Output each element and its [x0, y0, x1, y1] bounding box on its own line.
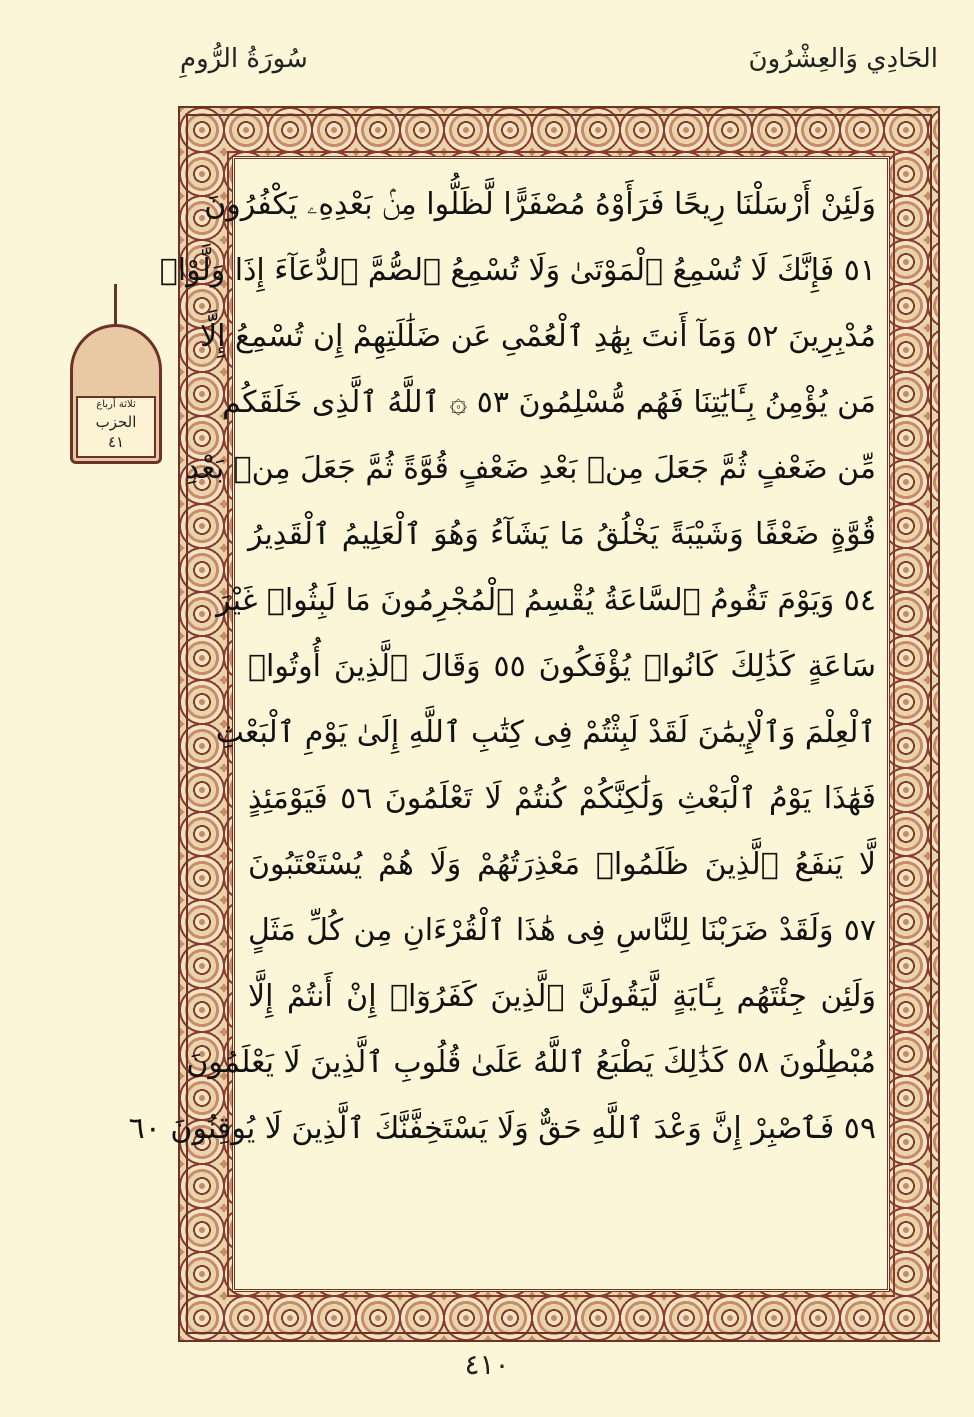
text-line: مُبْطِلُونَ ٥٨ كَذَٰلِكَ يَطْبَعُ ٱللَّهُ عَلَىٰ قُلُوبِ ٱلَّذِينَ لَا يَعْلَمُونَ	[186, 1045, 876, 1080]
text-line: وَلَئِنْ أَرْسَلْنَا رِيحًا فَرَأَوْهُ مُصْفَرًّا لَّظَلُّوا مِنۢ بَعْدِهِۦ يَكْفُرُونَ	[204, 187, 876, 222]
hizb-fraction: ثلاثة أرباع	[96, 399, 136, 410]
text-line: فَهَٰذَا يَوْمُ ٱلْبَعْثِ وَلَٰكِنَّكُمْ كُنتُمْ لَا تَعْلَمُونَ ٥٦ فَيَوْمَئِذٍ	[248, 781, 877, 816]
hizb-marker	[70, 284, 162, 464]
text-line: سَاعَةٍ كَذَٰلِكَ كَانُوا۟ يُؤْفَكُونَ ٥٥ وَقَالَ ٱلَّذِينَ أُوتُوا۟	[248, 649, 876, 684]
text-line: ٥١ فَإِنَّكَ لَا تُسْمِعُ ٱلْمَوْتَىٰ وَلَا تُسْمِعُ ٱلصُّمَّ ٱلدُّعَآءَ إِذَا وَلَّوْا۟	[159, 253, 876, 288]
hizb-number: ٤١	[107, 433, 125, 451]
text-line: ٥٩ فَٱصْبِرْ إِنَّ وَعْدَ ٱللَّهِ حَقٌّ وَلَا يَسْتَخِفَّنَّكَ ٱلَّذِينَ لَا يُوقِنُونَ ٦٠	[128, 1111, 876, 1146]
text-line: ٥٤ وَيَوْمَ تَقُومُ ٱلسَّاعَةُ يُقْسِمُ ٱلْمُجْرِمُونَ مَا لَبِثُوا۟ غَيْرَ	[216, 583, 876, 618]
surah-name-header: سُورَةُ الرُّومِ	[180, 44, 308, 74]
juz-name-header: الحَادِي وَالعِشْرُونَ	[748, 44, 938, 74]
text-line: مِّن ضَعْفٍ ثُمَّ جَعَلَ مِنۢ بَعْدِ ضَعْفٍ قُوَّةً ثُمَّ جَعَلَ مِنۢ بَعْدِ	[185, 451, 876, 486]
text-line: ٥٧ وَلَقَدْ ضَرَبْنَا لِلنَّاسِ فِى هَٰذَا ٱلْقُرْءَانِ مِن كُلِّ مَثَلٍ	[248, 913, 876, 948]
hizb-label-box	[76, 396, 156, 458]
marker-pole	[114, 284, 117, 328]
quran-text	[128, 172, 884, 1162]
page-number: ٤١٠	[464, 1348, 510, 1381]
text-line: لَّا يَنفَعُ ٱلَّذِينَ ظَلَمُوا۟ مَعْذِرَتُهُمْ وَلَا هُمْ يُسْتَعْتَبُونَ	[248, 847, 876, 882]
text-line: مَن يُؤْمِنُ بِـَٔايَٰتِنَا فَهُم مُّسْلِمُونَ ٥٣ ۞ ٱللَّهُ ٱلَّذِى خَلَقَكُم	[222, 385, 876, 420]
text-line: مُدْبِرِينَ ٥٢ وَمَآ أَنتَ بِهَٰدِ ٱلْعُمْىِ عَن ضَلَٰلَتِهِمْ إِن تُسْمِعُ إِلَّا	[200, 319, 876, 354]
text-line: ٱلْعِلْمَ وَٱلْإِيمَٰنَ لَقَدْ لَبِثْتُمْ فِى كِتَٰبِ ٱللَّهِ إِلَىٰ يَوْمِ ٱلْبَعْثِ	[215, 715, 876, 750]
text-line: قُوَّةٍ ضَعْفًا وَشَيْبَةً يَخْلُقُ مَا يَشَآءُ وَهُوَ ٱلْعَلِيمُ ٱلْقَدِيرُ	[248, 517, 876, 552]
text-line: وَلَئِن جِئْتَهُم بِـَٔايَةٍ لَّيَقُولَنَّ ٱلَّذِينَ كَفَرُوٓا۟ إِنْ أَنتُمْ إِلَّا	[248, 979, 876, 1014]
hizb-label: الحزب	[95, 413, 137, 431]
